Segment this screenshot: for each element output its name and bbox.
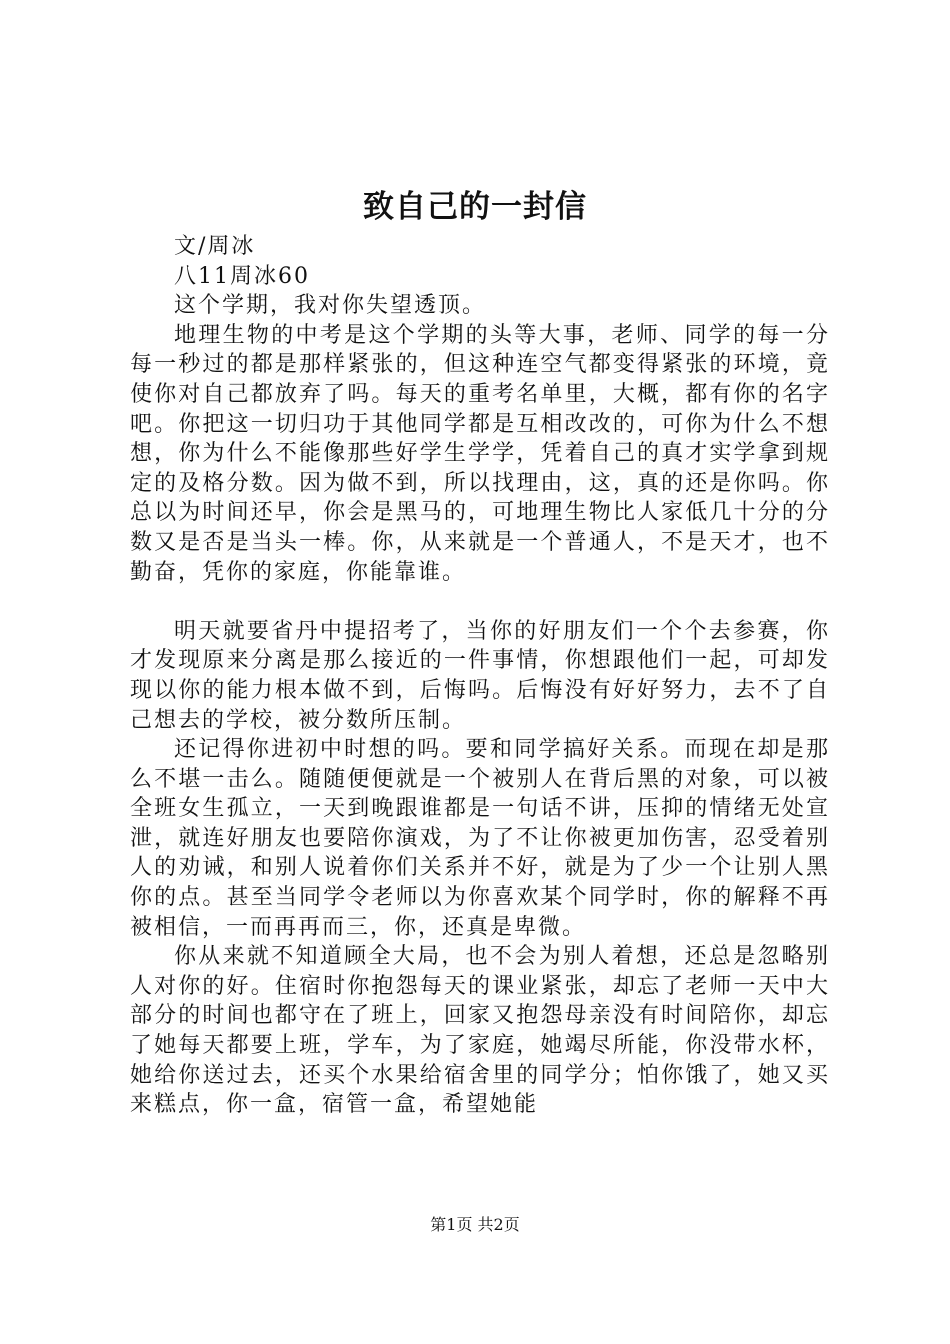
- class-line: 八11周冰60: [174, 263, 310, 289]
- paragraph-exam: 地理生物的中考是这个学期的头等大事，老师、同学的每一分每一秒过的都是那样紧张的，但这种连空气都变得紧张的环境，竟使你对自己都放弃了吗。每天的重考名单里，大概，都有你的名字吧。你把这一切归功于其他同学都是互相改改的，可你为什么不想想，你为什么不能像那些好学生学学，凭着自己的真才实学拿到规定的及格分数。因为做不到，所以找理由，这，真的还是你吗。你总以为时间还早，你会是黑马的，可地理生物比人家低几十分的分数又是否是当头一棒。你，从来就是一个普通人，不是天才，也不勤奋，凭你的家庭，你能靠谁。: [130, 322, 830, 585]
- paragraph-memories: 还记得你进初中时想的吗。要和同学搞好关系。而现在却是那么不堪一击么。随随便便就是一个被别人在背后黑的对象，可以被全班女生孤立，一天到晚跟谁都是一句话不讲，压抑的情绪无处宣泄，就连好朋友也要陪你演戏，为了不让你被更加伤害，忍受着别人的劝诫，和别人说着你们关系并不好，就是为了少一个让别人黑你的点。甚至当同学令老师以为你喜欢某个同学时，你的解释不再被相信，一而再再而三，你，还真是卑微。: [130, 737, 830, 940]
- paragraph-family: 你从来就不知道顾全大局，也不会为别人着想，还总是忽略别人对你的好。住宿时你抱怨每天的课业紧张，却忘了老师一天中大部分的时间也都守在了班上，回家又抱怨母亲没有时间陪你，却忘了她每天都要上班，学车，为了家庭，她竭尽所能，你没带水杯，她给你送过去，还买个水果给宿舍里的同学分；怕你饿了，她又买来糕点，你一盒，宿管一盒，希望她能: [130, 944, 830, 1118]
- document-title: 致自己的一封信: [363, 189, 587, 225]
- author-line: 文/周冰: [174, 234, 256, 259]
- document-body: [130, 232, 830, 1120]
- paragraph-opening: 这个学期，我对你失望透顶。: [174, 293, 487, 319]
- paragraph-friends: 明天就要省丹中提招考了，当你的好朋友们一个个去参赛，你才发现原来分离是那么接近的一件事情，你想跟他们一起，可却发现以你的能力根本做不到，后悔吗。后悔没有好好努力，去不了自己想去的学校，被分数所压制。: [130, 618, 830, 733]
- page-footer: 第1页 共2页: [430, 1215, 520, 1234]
